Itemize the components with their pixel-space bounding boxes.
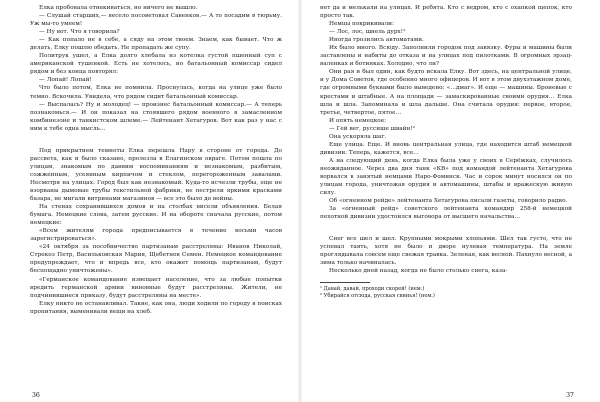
page-number: 37 (566, 392, 574, 399)
paragraph: Елка пробовала отнекиваться, но ничего не вышло. (39, 5, 198, 11)
paragraph: — Слушай старших,— весело посоветовал Савенков.— А то посадим в тюрьму. Уж мы-то умеем! (30, 13, 282, 28)
paragraph: Она ускоряла шаг. (329, 133, 387, 140)
paragraph: Об «огненном рейде» лейтенанта Хетагурова писали газеты, говорило радио. (329, 198, 568, 205)
paragraph: «Германское командование извещает население, что за любые попытки вредить германской армии виновные будут расстреляны. Жители, не подчинившиеся приказу, будут расстреляны на месте». (30, 276, 282, 299)
paragraph: На стенах сохранившихся домов и на столбах висели объявления. Белая бумага. Немецкие слова, затем русские. И на обороте сначала русские, потом немецкие: (30, 204, 282, 227)
paragraph: Что было потом, Елка не помнила. Проснулась, когда на улице уже было темно. Вскочила. Увидела, что рядом сидит батальонный комиссар. (30, 85, 282, 100)
right-page (300, 0, 600, 402)
paragraph: И опять немецкое: (329, 117, 387, 124)
paragraph: За «огненный рейд» советского лейтенанта командир 258-й немецкой пехотной дивизии удостоился выговора от высшего начальства… (320, 206, 572, 221)
paragraph: — Ну вот. Что я говорила? (39, 29, 120, 36)
footnote: ² Убирайся отсюда, русская свинья! (нем.) (320, 292, 435, 299)
section-break (320, 221, 572, 235)
right-text-column (320, 4, 572, 300)
paragraph: Немцы покрикивали: (329, 21, 394, 28)
paragraph: нет да и мелькали на улицах. И ребята. Кто с ведром, кто с охапкой щепок, кто просто так. (320, 5, 572, 20)
paragraph: — Лопай! Лопай! (39, 77, 92, 84)
paragraph: — Выспалась? Ну и молодец! — произнес батальонный комиссар.— А теперь познакомься.— И он показал на стоявшего рядом военного в замасленном комбинезоне и танкистском шлеме.— Лейтенант Хетагуров. Вот как раз у нас с ним к тебе одна мысль… (30, 101, 282, 132)
paragraph: Под прикрытием темноты Елка перешла Нару в стороне от города. До рассвета, как и было сказано, пролезла в Елагинском овраге. Потом пошла по улицам, знакомым по давним воспоминаниям и незнакомым, разбитым, сожженным, усеянным кирпичом и стеклом, перегороженным завалами. Несмотря на улицах. Город был как незнакомый. Куда-то исчезли трубы, еще не взорваны дымовые трубы текстильной фабрики, не пестрели яркими красками базара, не мигали витринами магазинов — все это было до войны. (30, 147, 282, 203)
paragraph: Иногда грозились автоматами. (329, 37, 424, 44)
paragraph: «Всем жителям города предписывается в течение восьми часов зарегистрироваться». (30, 228, 282, 243)
paragraph: Политрук ушел, а Елка долго хлебала из котелка густой пшенный суп с американской тушенкой. Есть не хотелось, но батальонный комиссар сидел рядом и без конца повторял: (30, 53, 282, 76)
page-number: 36 (32, 392, 40, 399)
paragraph: Несколько дней назад, когда не было столько снега, каза- (329, 268, 508, 275)
paragraph: Снег все шел и шел. Крупными мокрыми хлопьями. Шел так густо, что не успевал таять, хотя не было и дворе нулевая температура. На земле проглядывала совсем еще свежая травка. Зеленая, как весной. Пахнуло весной, а зима только начиналась. (320, 236, 572, 267)
paragraph: Их было много. Всюду. Заполнили городок под завязку. Фуры и машины были заставлены и набиты до отказа и на улицах под пилотками. В огромных эрзац-валенках и ботинках. Холодно, что ли? (320, 45, 572, 68)
paragraph: — Лос, лос, шнель дурх!¹ (329, 29, 406, 36)
section-break (30, 133, 282, 147)
paragraph: Еще улица. Еще. И вновь центральная улица, где находится штаб немецкой дивизии. Теперь, кажется, все… (320, 141, 572, 156)
paragraph: «24 октября за пособничество партизанам расстреляны: Иванов Николай, Стрекоз Петр, Васильковская Мария, Щебетнов Семен. Немецкое командование предупреждает, что и впредь все, кто окажет помощь партизанам, будут беспощадно уничтожены». (30, 244, 282, 275)
paragraph: А на следующий день, когда Елка была уже у своих в Серёжках, случилось неожиданное. Через два дня танк «КВ» под командой лейтенанта Хетагурова ворвался в занятый немцами Наро-Фоминск. Час и сорок минут носился он по улицам города, уничтожая орудия и автомашины, штабы и вражескую живую силу. (320, 157, 572, 197)
left-text-column (30, 4, 282, 316)
footnote: ¹ Давай, давай, проходи скорей! (нем.) (320, 285, 425, 292)
paragraph: — Как попало не в себе, а сяду на этом твоем. Знаем, как бывает. Что ж делать, Елку пошлю обедать. Не пропадать же супу. (30, 37, 282, 52)
paragraph: Они рая и был один, как будто искала Елку. Вот здесь, на центральной улице, и у Дома Советов, где особенно много офицеров. И вот в этом двухэтажном доме, где огромными буквами было выведено: «…дмаг». И еще — машины. Броневые с крестами и штабные. А на площади — замаскированные своими орудия… Елка шла и шла. Запоминала и шла дальше. Она считала орудия: первое, второе, третье, четвертое, пятое… (320, 69, 572, 116)
footnote-rule (320, 282, 370, 283)
paragraph: Елку никто не останавливал. Такие, как она, люди ходили по городу в поисках пропитания, выменивали вещи на хлеб. (30, 300, 282, 315)
paragraph: — Гей вег, руссише швайн!² (329, 125, 415, 132)
